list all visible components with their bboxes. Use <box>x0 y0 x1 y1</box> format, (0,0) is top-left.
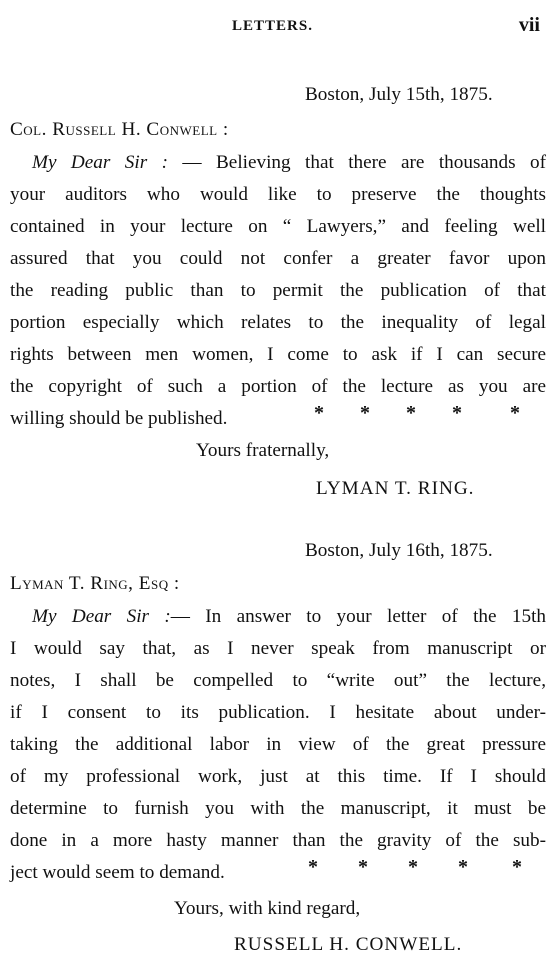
letter2-line-4: if I consent to its publication. I hesitate about under- <box>10 702 546 723</box>
letter2-line-7: determine to furnish you with the manuscript, it must be <box>10 798 546 819</box>
letter1-line-1-text: — Believing that there are thousands of <box>167 152 546 173</box>
ellipsis-star: * <box>360 402 370 424</box>
ellipsis-star: * <box>308 856 318 878</box>
letter2-addressee: Lyman T. Ring, Esq : <box>10 573 180 594</box>
ellipsis-star: * <box>406 402 416 424</box>
ellipsis-star: * <box>452 402 462 424</box>
letter2-line-3: notes, I shall be compelled to “write out” the lecture, <box>10 670 546 691</box>
letter1-signature: LYMAN T. RING. <box>316 478 475 499</box>
ellipsis-star: * <box>408 856 418 878</box>
letter2-line-6: of my professional work, just at this time. If I should <box>10 766 546 787</box>
letter2-salutation: My Dear Sir : <box>32 606 171 627</box>
letter1-line-2: your auditors who would like to preserve the thoughts <box>10 184 546 205</box>
ellipsis-star: * <box>314 402 324 424</box>
page-number: vii <box>518 14 540 36</box>
letter1-line-5: the reading public than to permit the publication of that <box>10 280 546 301</box>
letter2-signature: RUSSELL H. CONWELL. <box>234 934 463 955</box>
letter1-date: Boston, July 15th, 1875. <box>305 84 493 105</box>
letter1-line-4: assured that you could not confer a greater favor upon <box>10 248 546 269</box>
letter1-line-3: contained in your lecture on “ Lawyers,” and feeling well <box>10 216 546 237</box>
ellipsis-star: * <box>512 856 522 878</box>
letter2-date: Boston, July 16th, 1875. <box>305 540 493 561</box>
ellipsis-star: * <box>358 856 368 878</box>
letter1-line-6: portion especially which relates to the inequality of legal <box>10 312 546 333</box>
letter1-addressee: Col. Russell H. Conwell : <box>10 119 229 140</box>
letter1-salutation: My Dear Sir : <box>32 152 168 173</box>
running-head: LETTERS. <box>232 18 313 34</box>
letter1-line-8: the copyright of such a portion of the lecture as you are <box>10 376 546 397</box>
letter1-closing: Yours fraternally, <box>196 440 330 461</box>
letter1-line-1 <box>32 150 546 176</box>
letter2-line-5: taking the additional labor in view of the great pressure <box>10 734 546 755</box>
letter2-closing: Yours, with kind regard, <box>174 898 361 919</box>
ellipsis-star: * <box>458 856 468 878</box>
letter1-line-7: rights between men women, I come to ask if I can secure <box>10 344 546 365</box>
letter2-line-2: I would say that, as I never speak from manuscript or <box>10 638 546 659</box>
page-header <box>0 14 556 44</box>
letter1-line-9: willing should be published. <box>10 408 228 429</box>
ellipsis-star: * <box>510 402 520 424</box>
letter2-line-9: ject would seem to demand. <box>10 862 225 883</box>
letter2-line-1-text: — In answer to your letter of the 15th <box>170 606 546 627</box>
letter2-line-1 <box>32 604 546 630</box>
letter2-line-8: done in a more hasty manner than the gravity of the sub- <box>10 830 546 851</box>
